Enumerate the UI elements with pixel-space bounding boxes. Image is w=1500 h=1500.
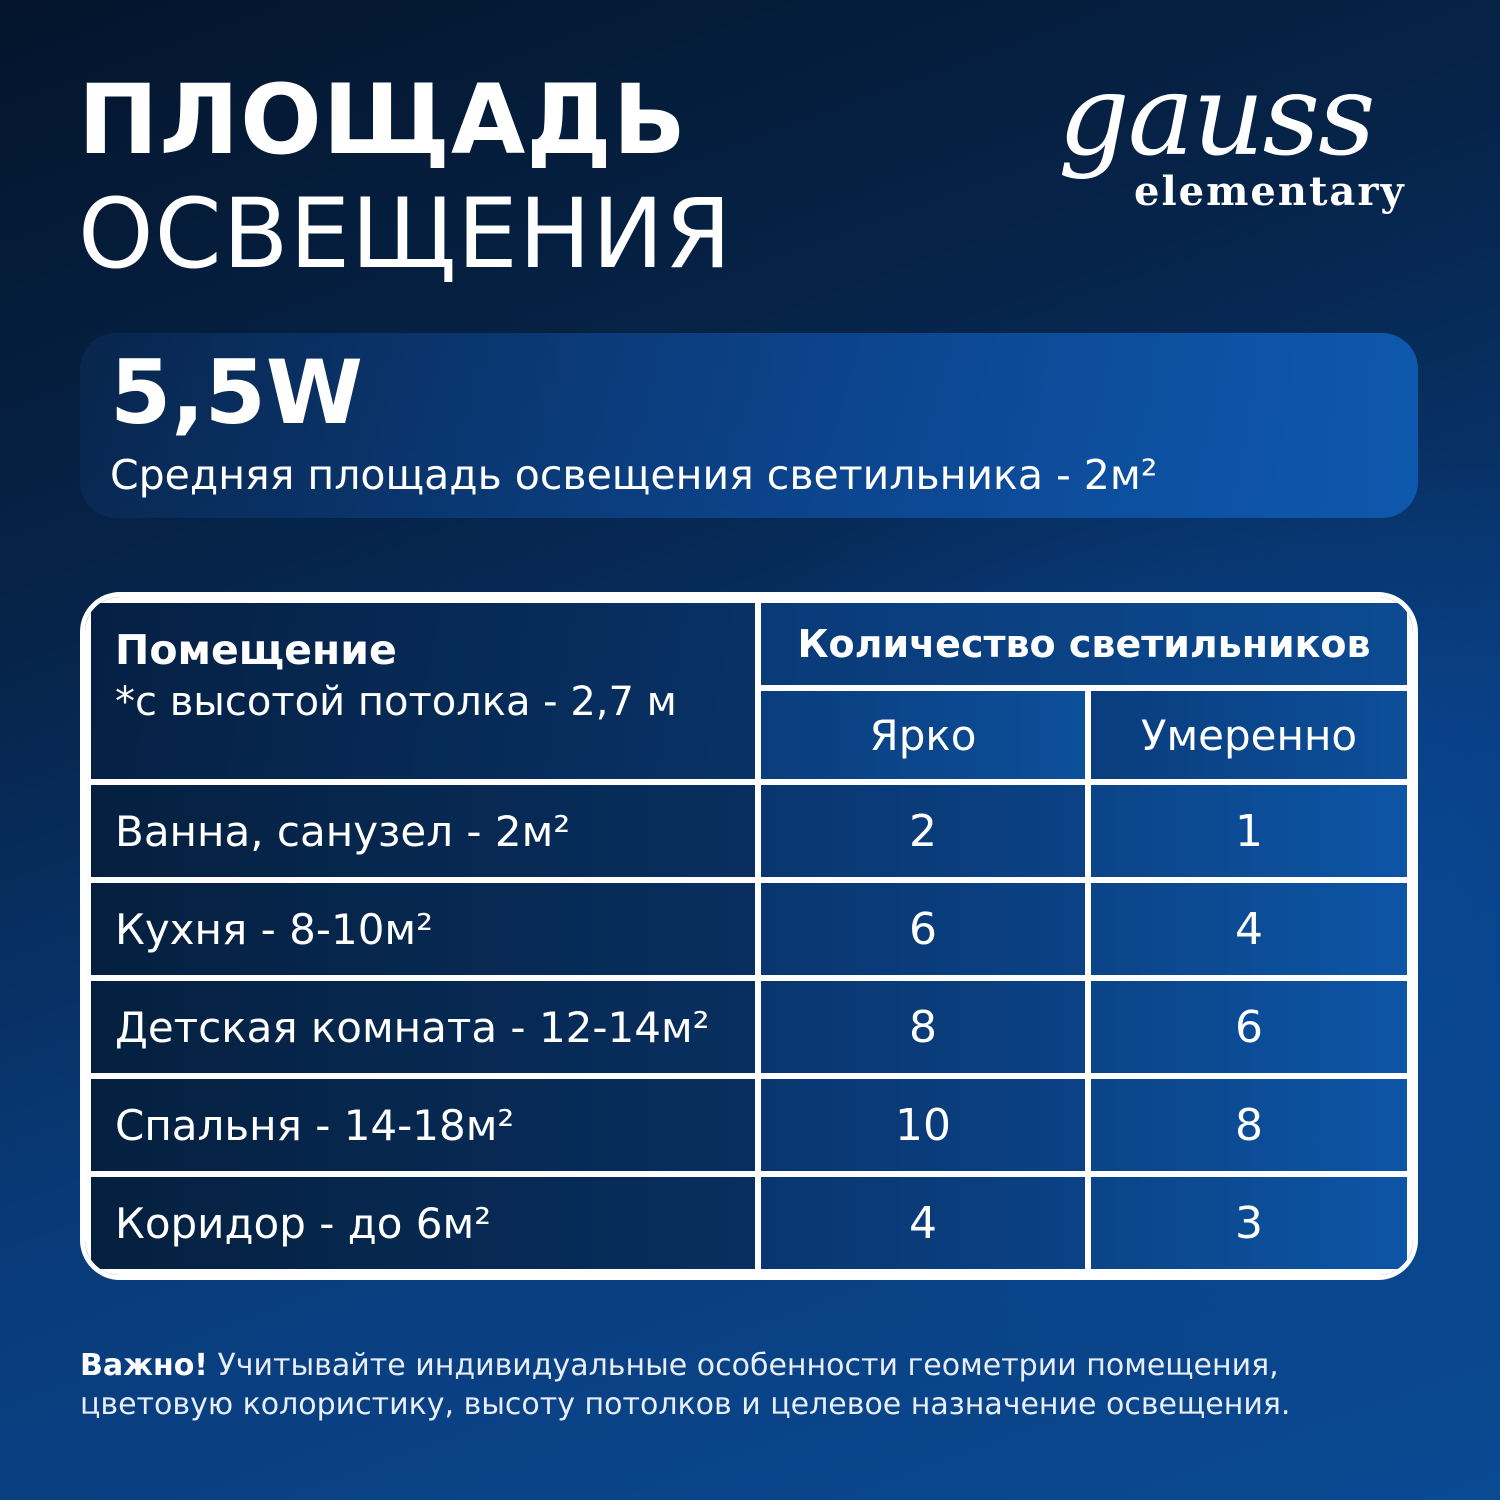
moderate-count: 1: [1091, 785, 1407, 877]
bright-count: 8: [761, 981, 1085, 1073]
bright-count: 10: [761, 1079, 1085, 1171]
power-value: 5,5W: [110, 341, 363, 444]
table-row: [91, 785, 1407, 877]
moderate-count: 3: [1091, 1177, 1407, 1269]
room-name: Кухня - 8-10м²: [91, 883, 755, 975]
important-note-text: Учитывайте индивидуальные особенности геометрии помещения, цветовую колористику, высоту потолков и целевое назначение освещения.: [80, 1348, 1291, 1422]
room-name: Коридор - до 6м²: [91, 1177, 755, 1269]
room-name: Ванна, санузел - 2м²: [91, 785, 755, 877]
power-summary-panel: [80, 333, 1418, 518]
page-title-line-2: ОСВЕЩЕНИЯ: [78, 178, 733, 290]
important-note-lead: Важно!: [80, 1348, 208, 1383]
brand-logo: [1058, 51, 1428, 220]
room-column-title: Помещение: [115, 626, 397, 674]
rooms-table: [85, 597, 1413, 1275]
room-name: Детская комната - 12-14м²: [91, 981, 755, 1073]
table-header-row: [91, 603, 1407, 685]
bright-count: 2: [761, 785, 1085, 877]
important-note: [80, 1346, 1420, 1424]
moderate-column-header: Умеренно: [1091, 691, 1407, 779]
moderate-count: 6: [1091, 981, 1407, 1073]
table-row: [91, 1177, 1407, 1269]
page-title-line-1: ПЛОЩАДЬ: [78, 64, 687, 176]
brand-logo-subline: elementary: [1134, 168, 1406, 215]
rooms-table-frame: [80, 592, 1418, 1280]
room-column-header: [91, 603, 755, 779]
bright-count: 6: [761, 883, 1085, 975]
table-row: [91, 883, 1407, 975]
table-row: [91, 981, 1407, 1073]
moderate-count: 8: [1091, 1079, 1407, 1171]
page-title: [78, 64, 733, 290]
moderate-count: 4: [1091, 883, 1407, 975]
bright-count: 4: [761, 1177, 1085, 1269]
brand-logo-wordmark: gauss: [1058, 51, 1374, 181]
power-description: Средняя площадь освещения светильника - 2м²: [110, 451, 1158, 499]
ceiling-height-note: *с высотой потолка - 2,7 м: [115, 679, 677, 726]
room-name: Спальня - 14-18м²: [91, 1079, 755, 1171]
bright-column-header: Ярко: [761, 691, 1085, 779]
table-row: [91, 1079, 1407, 1171]
count-column-header: Количество светильников: [761, 603, 1407, 685]
